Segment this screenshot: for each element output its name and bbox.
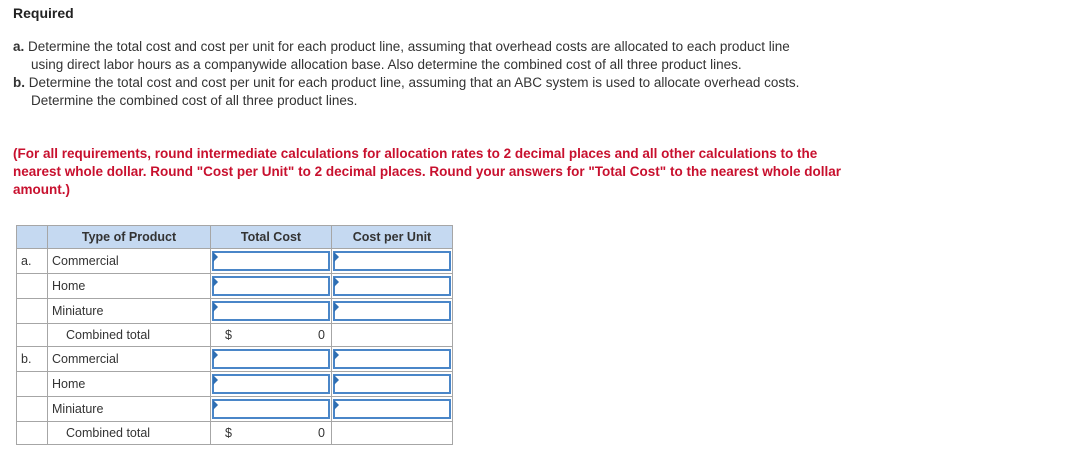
total-cost-cell xyxy=(211,299,332,324)
input-flag-icon xyxy=(213,375,218,385)
input-flag-icon xyxy=(334,350,339,360)
input-flag-icon xyxy=(213,302,218,312)
cost-per-unit-cell xyxy=(332,274,453,299)
product-name: Miniature xyxy=(52,304,104,318)
input-flag-icon xyxy=(334,375,339,385)
combined-total-value-cell xyxy=(211,324,332,347)
combined-total-label: Combined total xyxy=(66,328,151,342)
rounding-instructions xyxy=(13,145,1013,199)
total-cost-cell xyxy=(211,397,332,422)
section-letter: b. xyxy=(17,347,48,372)
product-name: Commercial xyxy=(52,352,119,366)
input-flag-icon xyxy=(334,252,339,262)
answer-table xyxy=(16,225,453,445)
total-cost-input[interactable] xyxy=(212,374,330,394)
requirement-b xyxy=(13,74,1063,110)
requirement-a-line1: Determine the total cost and cost per unit for each product line, assuming that overhead costs are allocated to each product line xyxy=(28,39,790,54)
combined-total-row xyxy=(17,324,453,347)
total-cost-cell xyxy=(211,249,332,274)
table-row xyxy=(17,299,453,324)
total-cost-cell xyxy=(211,274,332,299)
total-cost-cell xyxy=(211,372,332,397)
cost-per-unit-cell xyxy=(332,347,453,372)
rounding-instructions-line1: (For all requirements, round intermediate calculations for allocation rates to 2 decimal places and all other calculations to the xyxy=(13,146,818,161)
rounding-instructions-line3: amount.) xyxy=(13,182,70,197)
input-flag-icon xyxy=(213,277,218,287)
input-flag-icon xyxy=(334,302,339,312)
cost-per-unit-input[interactable] xyxy=(333,399,451,419)
currency-symbol: $ xyxy=(225,426,232,440)
requirement-a-label: a. xyxy=(13,39,25,54)
combined-unit-blank xyxy=(332,422,453,445)
section-letter-blank xyxy=(17,324,48,347)
requirement-b-line1: Determine the total cost and cost per unit for each product line, assuming that an ABC system is used to allocate overhead costs. xyxy=(28,75,800,90)
input-flag-icon xyxy=(334,277,339,287)
product-name: Home xyxy=(52,279,86,293)
cost-per-unit-input[interactable] xyxy=(333,374,451,394)
product-name-cell xyxy=(48,397,211,422)
table-row xyxy=(17,397,453,422)
section-letter-blank xyxy=(17,422,48,445)
cost-per-unit-cell xyxy=(332,397,453,422)
requirement-a-line2: using direct labor hours as a companywide allocation base. Also determine the combined cost of all three product lines. xyxy=(31,57,742,72)
combined-total-value: 0 xyxy=(318,426,325,440)
cost-per-unit-input[interactable] xyxy=(333,276,451,296)
product-name: Miniature xyxy=(52,402,104,416)
combined-total-value-cell xyxy=(211,422,332,445)
table-row xyxy=(17,372,453,397)
input-flag-icon xyxy=(213,400,218,410)
table-row xyxy=(17,347,453,372)
section-letter-blank xyxy=(17,274,48,299)
total-cost-input[interactable] xyxy=(212,251,330,271)
total-cost-input[interactable] xyxy=(212,301,330,321)
rounding-instructions-line2: nearest whole dollar. Round "Cost per Unit" to 2 decimal places. Round your answers for "Total Cost" to the nearest whole dollar xyxy=(13,164,841,179)
combined-unit-blank xyxy=(332,324,453,347)
total-cost-input[interactable] xyxy=(212,399,330,419)
product-name-cell xyxy=(48,299,211,324)
currency-symbol: $ xyxy=(225,328,232,342)
product-name-cell xyxy=(48,249,211,274)
product-name: Home xyxy=(52,377,86,391)
header-blank xyxy=(17,226,48,249)
section-letter-blank xyxy=(17,372,48,397)
section-letter: a. xyxy=(17,249,48,274)
requirement-b-line2: Determine the combined cost of all three product lines. xyxy=(31,93,358,108)
combined-total-value: 0 xyxy=(318,328,325,342)
combined-total-row xyxy=(17,422,453,445)
product-name-cell xyxy=(48,347,211,372)
input-flag-icon xyxy=(213,252,218,262)
combined-total-label-cell xyxy=(48,324,211,347)
table-row xyxy=(17,249,453,274)
requirement-a xyxy=(13,38,1063,74)
header-total-cost: Total Cost xyxy=(211,226,332,249)
section-letter-blank xyxy=(17,397,48,422)
cost-per-unit-cell xyxy=(332,299,453,324)
cost-per-unit-input[interactable] xyxy=(333,349,451,369)
section-heading: Required xyxy=(13,5,74,21)
cost-per-unit-input[interactable] xyxy=(333,251,451,271)
table-row xyxy=(17,274,453,299)
header-row xyxy=(17,226,453,249)
total-cost-input[interactable] xyxy=(212,276,330,296)
cost-per-unit-cell xyxy=(332,249,453,274)
combined-total-label-cell xyxy=(48,422,211,445)
section-letter-blank xyxy=(17,299,48,324)
total-cost-cell xyxy=(211,347,332,372)
input-flag-icon xyxy=(334,400,339,410)
combined-total-label: Combined total xyxy=(66,426,151,440)
total-cost-input[interactable] xyxy=(212,349,330,369)
product-name-cell xyxy=(48,274,211,299)
cost-per-unit-cell xyxy=(332,372,453,397)
product-name: Commercial xyxy=(52,254,119,268)
requirement-b-label: b. xyxy=(13,75,25,90)
product-name-cell xyxy=(48,372,211,397)
input-flag-icon xyxy=(213,350,218,360)
header-cost-per-unit: Cost per Unit xyxy=(332,226,453,249)
cost-per-unit-input[interactable] xyxy=(333,301,451,321)
header-type-of-product: Type of Product xyxy=(48,226,211,249)
